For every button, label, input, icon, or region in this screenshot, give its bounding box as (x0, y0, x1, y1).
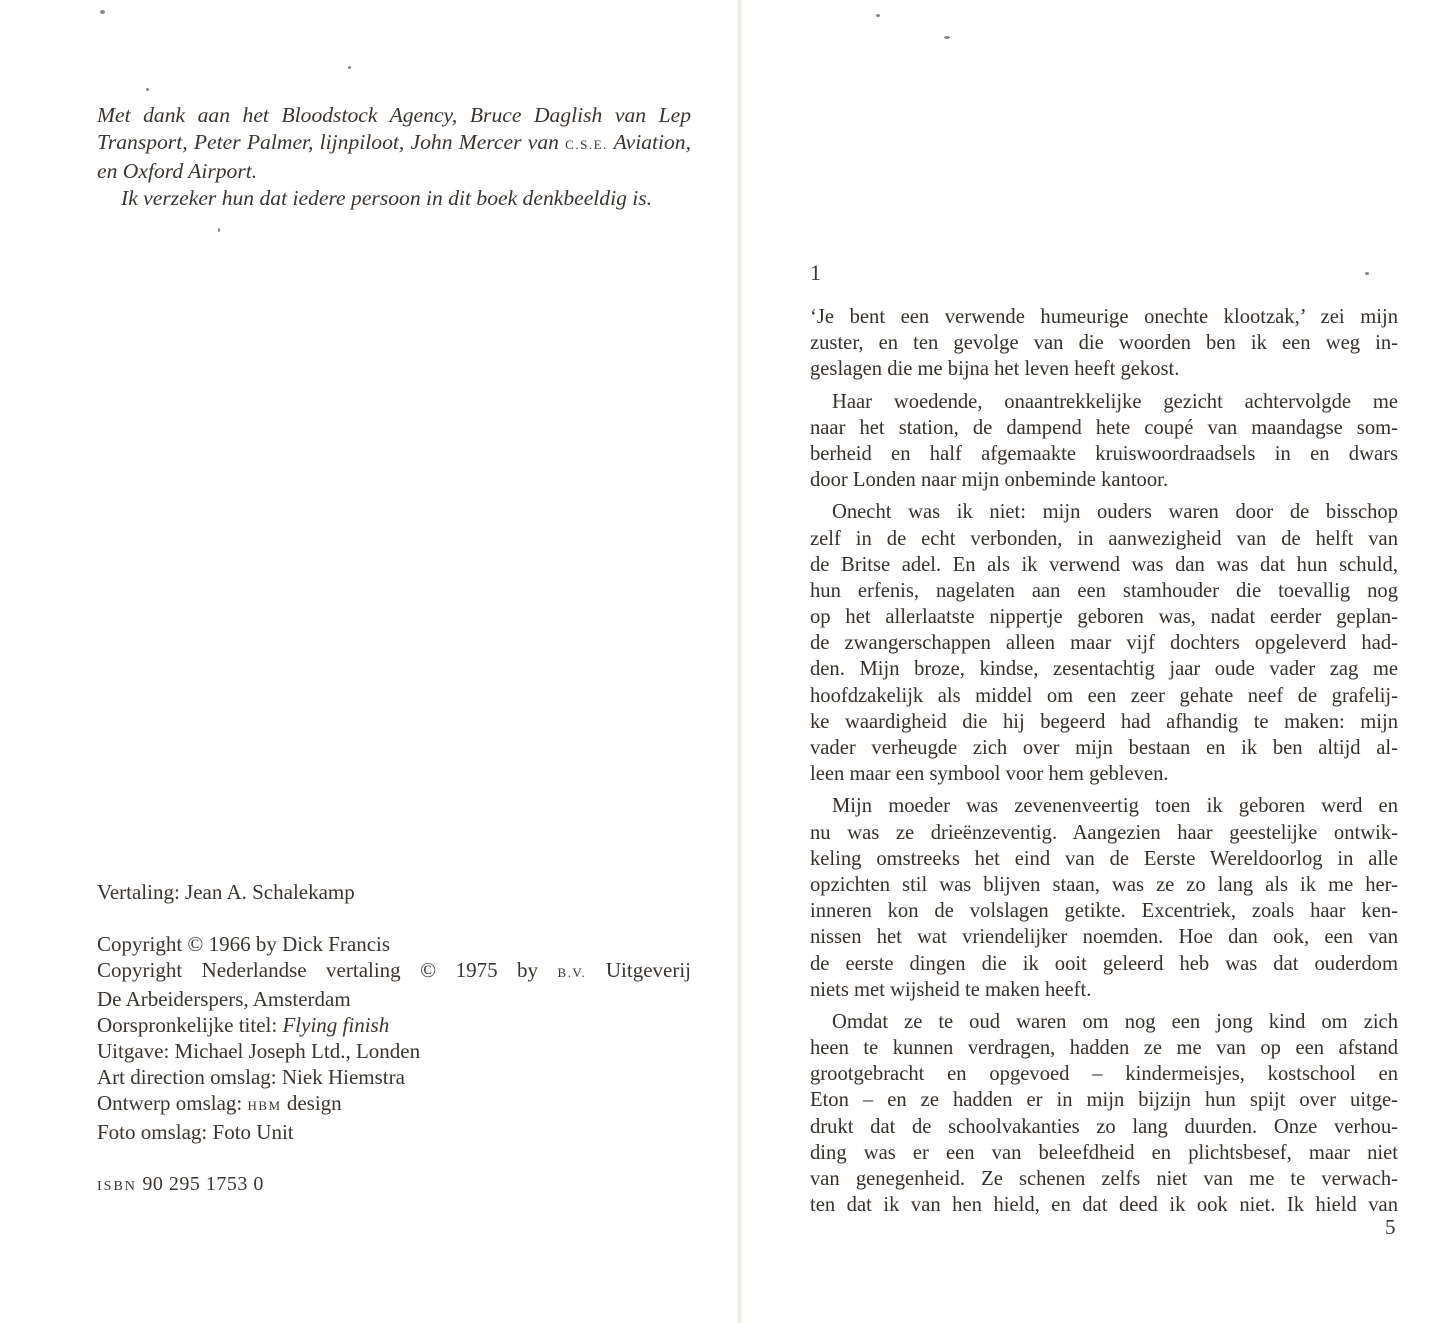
scan-speck (944, 36, 950, 39)
text-line: Onecht was ik niet: mijn ouders waren door de bisschop (832, 501, 1398, 524)
chapter-body-text (810, 304, 1398, 1218)
isbn: ISBN 90 295 1753 0 (97, 1173, 264, 1195)
translation-credit: Vertaling: Jean A. Schalekamp (97, 880, 355, 904)
text-line: ding was er een van beleefdheid en plichtsbesef, maar niet (810, 1141, 1398, 1164)
text-line: Omdat ze te oud waren om nog een jong kind om zich (832, 1010, 1398, 1033)
copyright-dutch: Copyright Nederlandse vertaling © 1975 by B.V. Uitgeverij (97, 958, 692, 982)
scan-speck (146, 88, 149, 91)
text-line: drukt dat de schoolvakanties zo lang duurden. Onze verhou- (810, 1115, 1398, 1138)
text-line: opzichten stil was blijven staan, was ze zo lang als ik me her- (810, 873, 1398, 896)
publisher-city: De Arbeiderspers, Amsterdam (97, 987, 351, 1011)
text-line: nu was ze drieënzeventig. Aangezien haar geestelijke ontwik- (810, 821, 1398, 844)
text-line: de zwangerschappen alleen maar vijf dochters opgeleverd had- (810, 632, 1398, 655)
scan-speck (348, 66, 351, 69)
scan-speck (100, 10, 105, 14)
dedication-paragraph-1: Met dank aan het Bloodstock Agency, Bruce Daglish van Lep Transport, Peter Palmer, lijnpiloot, John Mercer van C.S.E. Aviation, en Oxford Airport. (97, 103, 691, 183)
text-line: niets met wijsheid te maken heeft. (810, 978, 1092, 1001)
art-direction-credit: Art direction omslag: Niek Hiemstra (97, 1065, 405, 1089)
text-line: ‘Je bent een verwende humeurige onechte klootzak,’ zei mijn (810, 306, 1398, 328)
text-line: de eerste dingen die ik ooit geleerd heb was dat ouderdom (810, 952, 1398, 975)
text-line: Eton – en ze hadden er in mijn bijzijn hun spijt over uitge- (810, 1089, 1398, 1112)
text-line: den. Mijn broze, kindse, zesentachtig jaar oude vader zag me (810, 658, 1398, 681)
text-line: naar het station, de dampend hete coupé van maandagse som- (810, 416, 1398, 439)
text-line: zelf in de echt verbonden, in aanwezigheid van de helft van (810, 527, 1398, 550)
text-line: ke waardigheid die hij begeerd had afhandig te maken: mijn (810, 710, 1398, 733)
text-line: vader verheugde zich over mijn bestaan en ik ben altijd al- (810, 737, 1398, 759)
text-line: leen maar een symbool voor hem gebleven. (810, 763, 1169, 786)
dedication (97, 102, 691, 211)
text-line: Mijn moeder was zevenenveertig toen ik geboren werd en (832, 795, 1398, 818)
text-line: Haar woedende, onaantrekkelijke gezicht achtervolgde me (832, 390, 1398, 413)
copyright-original: Copyright © 1966 by Dick Francis (97, 932, 391, 956)
colophon (97, 879, 691, 1226)
page-number: 5 (1385, 1215, 1396, 1239)
text-line: door Londen naar mijn onbeminde kantoor. (810, 469, 1169, 492)
chapter-number: 1 (810, 260, 821, 285)
text-line: zuster, en ten gevolge van die woorden ben ik een weg in- (810, 332, 1398, 355)
small-caps-cse: C.S.E. (565, 136, 608, 152)
original-title: Oorspronkelijke titel: Flying finish (97, 1013, 390, 1037)
scan-speck (218, 228, 220, 232)
text-line: geslagen die me bijna het leven heeft gekost. (810, 358, 1180, 381)
text-line: berheid en half afgemaakte kruiswoordraadsels in en dwars (810, 442, 1398, 465)
text-line: hoofdzakelijk als middel om een zeer gehate neef de grafelij- (810, 684, 1398, 707)
text-line: de Britse adel. En als ik verwend was dan was dat hun schuld, (810, 553, 1398, 576)
text-line: op het allerlaatste nippertje geboren was, nadat eerder geplan- (810, 606, 1398, 629)
edition-credit: Uitgave: Michael Joseph Ltd., Londen (97, 1039, 421, 1063)
text-line: keling omstreeks het eind van de Eerste Wereldoorlog in alle (810, 847, 1398, 870)
text-line: ten dat ik van hen hield, en dat deed ik ook niet. Ik hield van (810, 1194, 1398, 1217)
text-line: heen te kunnen verdragen, hadden ze me van op een afstand (810, 1037, 1398, 1060)
scan-speck (1365, 272, 1369, 275)
text-line: van genegenheid. Ze schenen zelfs niet van me te verwach- (810, 1168, 1398, 1190)
dedication-paragraph-2: Ik verzeker hun dat iedere persoon in dit boek denkbeeldig is. (121, 185, 653, 210)
text-line: nissen het wat vriendelijker noemden. Hoe dan ook, een van (810, 926, 1398, 949)
cover-photo-credit: Foto omslag: Foto Unit (97, 1120, 294, 1144)
text-line: hun erfenis, nagelaten aan een stamhouder die toevallig nog (810, 579, 1398, 602)
cover-design-credit: Ontwerp omslag: HBM design (97, 1091, 342, 1115)
text-line: inneren kon de volslagen getikte. Excentriek, zoals haar ken- (810, 900, 1398, 923)
scan-speck (876, 14, 880, 17)
text-line: grootgebracht en opgevoed – kindermeisjes, kostschool en (810, 1063, 1398, 1086)
